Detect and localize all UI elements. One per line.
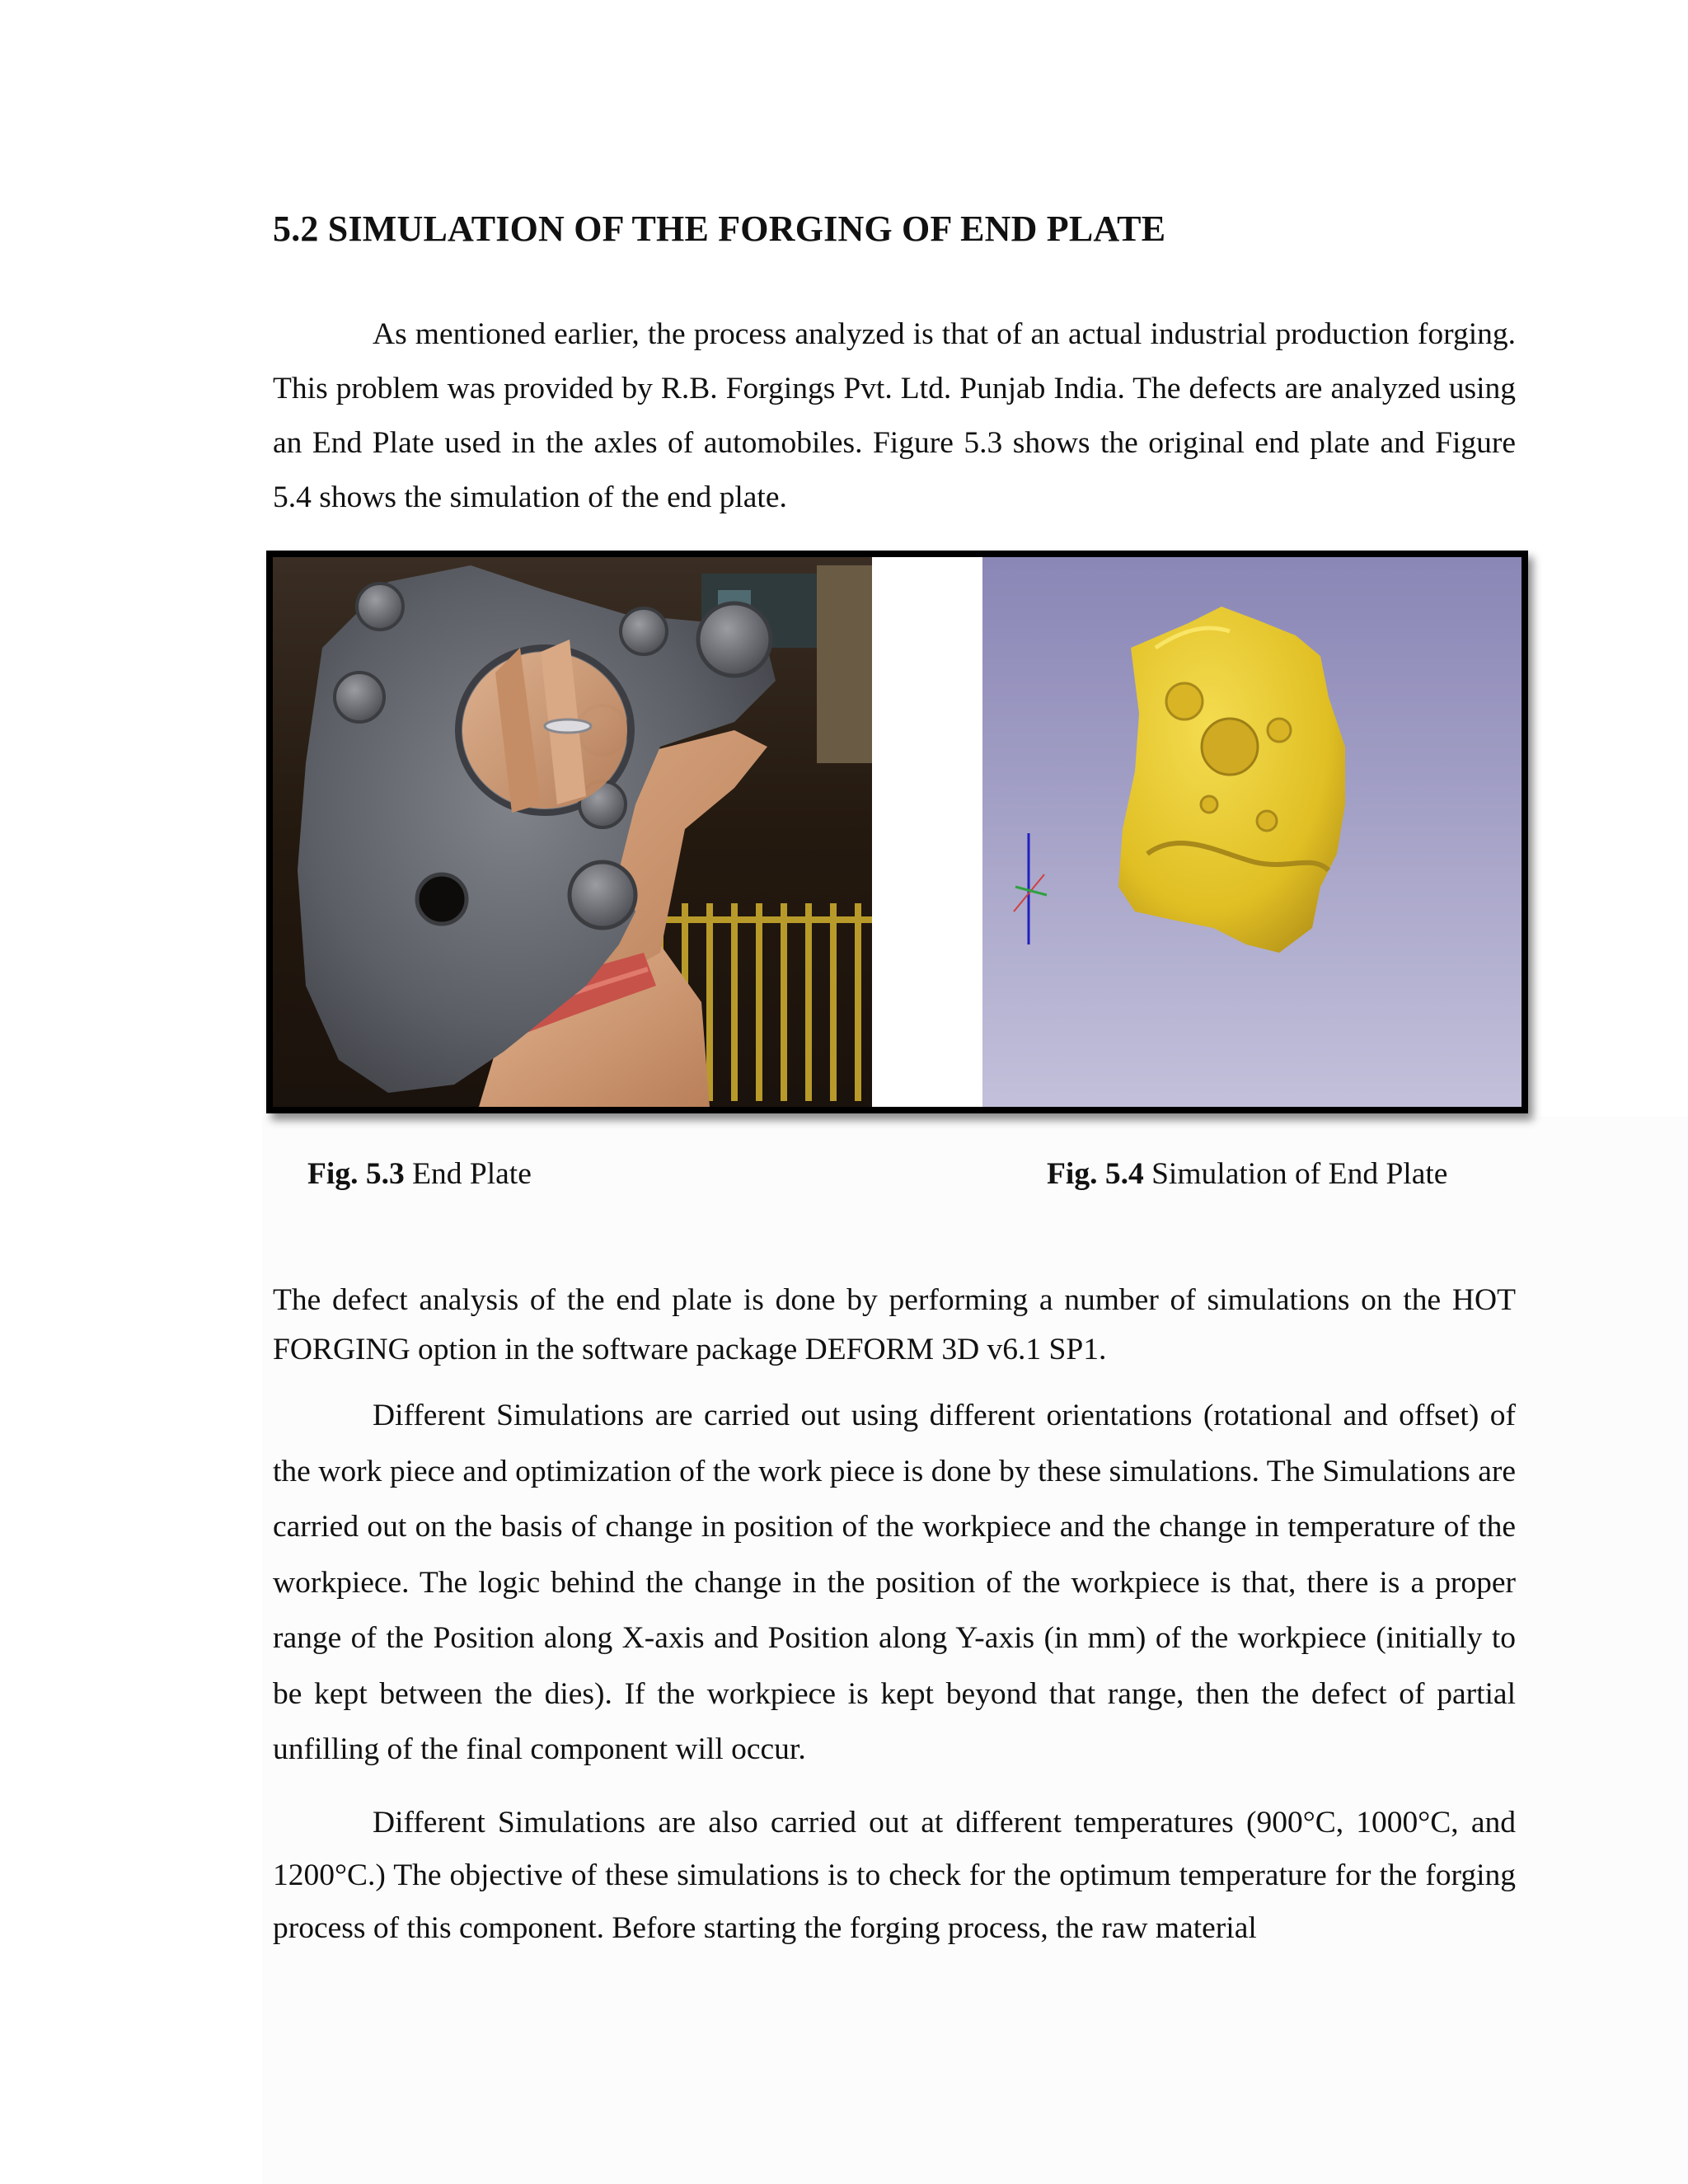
temperatures-paragraph: Different Simulations are also carried out at different temperatures (900°C, 1000°C, and 1200°C.) The objective of these simulations is to check for the optimum temperature for the forging process of this component. Before starting the forging process, the raw material [273, 1806, 1516, 1945]
figure-5-4-caption [1047, 1156, 1447, 1192]
defect-analysis-paragraph: The defect analysis of the end plate is done by performing a number of simulations on the HOT FORGING option in the software package DEFORM 3D v6.1 SP1. [273, 1283, 1516, 1366]
figure-5-3-caption [307, 1156, 532, 1192]
figure-5-4-title: Simulation of End Plate [1151, 1157, 1448, 1191]
section-heading: 5.2 SIMULATION OF THE FORGING OF END PLATE [273, 209, 1166, 249]
figure-5-4-number: Fig. 5.4 [1047, 1157, 1144, 1191]
figure-5-3-title: End Plate [412, 1157, 532, 1191]
end-plate-photo [273, 557, 872, 1107]
simulation-render [982, 557, 1522, 1107]
intro-paragraph: As mentioned earlier, the process analyzed is that of an actual industrial production forging. This problem was provided by R.B. Forgings Pvt. Ltd. Punjab India. The defects are analyzed using an End Plate used in the axles of automobiles. Figure 5.3 shows the original end plate and Figure 5.4 shows the simulation of the end plate. [273, 317, 1516, 514]
orientations-paragraph: Different Simulations are carried out using different orientations (rotational and offset) of the work piece and optimization of the work piece is done by these simulations. The Simulations are carried out on the basis of change in position of the workpiece and the change in temperature of the workpiece. The logic behind the change in the position of the workpiece is that, there is a proper range of the Position along X-axis and Position along Y-axis (in mm) of the workpiece (initially to be kept between the dies). If the workpiece is kept beyond that range, then the defect of partial unfilling of the final component will occur. [273, 1399, 1516, 1766]
figure-5-3-number: Fig. 5.3 [307, 1157, 405, 1191]
figure-gap [872, 557, 982, 1107]
figure-frame [266, 551, 1528, 1113]
